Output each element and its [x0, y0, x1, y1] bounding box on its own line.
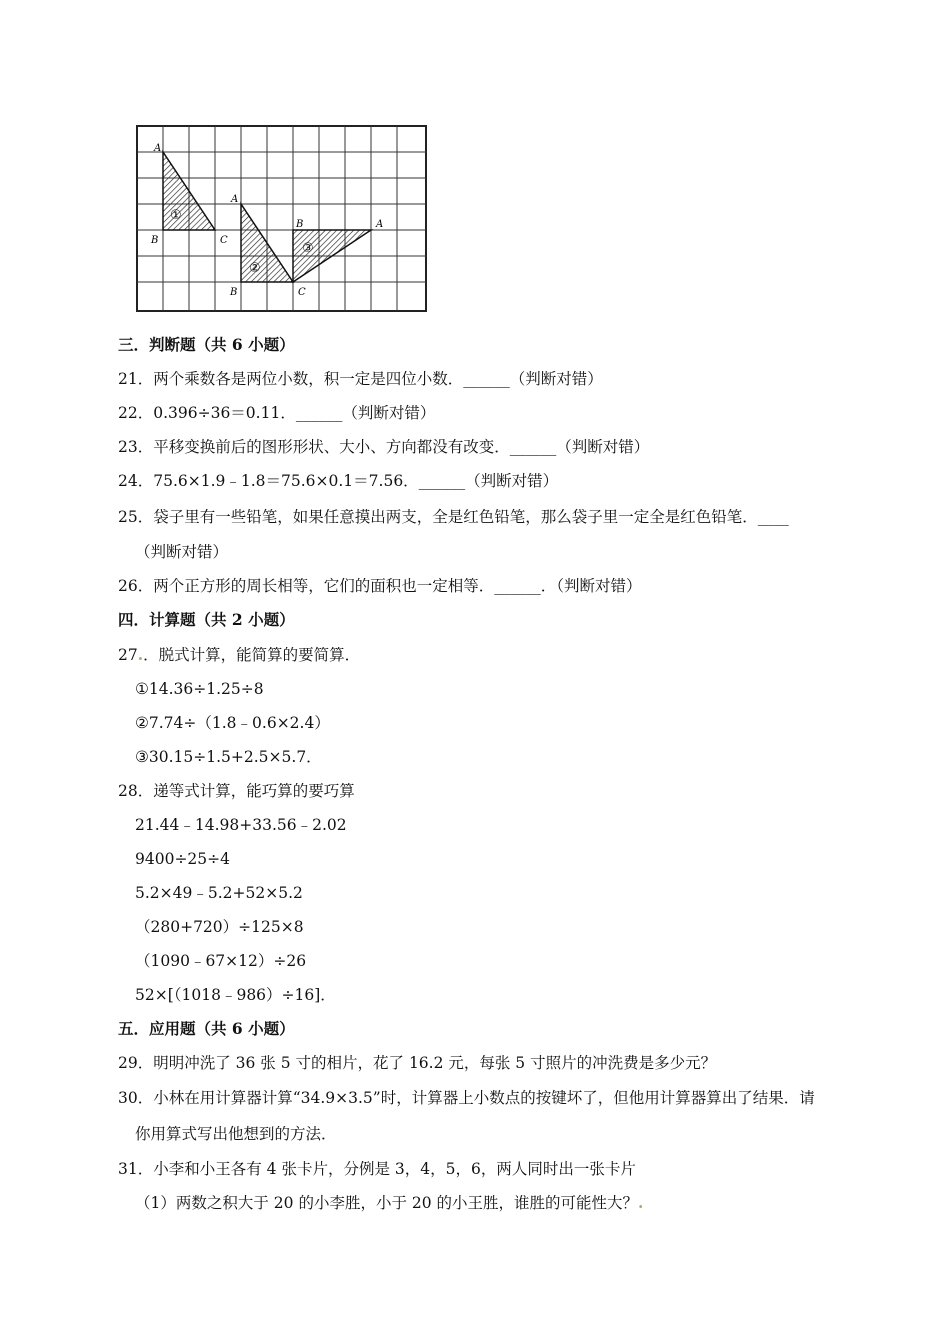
question-28-item-3: 5.2×49﹣5.2+52×5.2 — [135, 884, 303, 902]
question-27-dot: . — [137, 645, 144, 664]
question-27-text: ．脱式计算，能简算的要简算． — [143, 646, 361, 664]
question-30-line2: 你用算式写出他想到的方法． — [135, 1125, 337, 1143]
tri2-number: ② — [249, 261, 261, 276]
question-22: 22．0.396÷36＝0.11．______（判断对错） — [118, 404, 436, 422]
question-29: 29．明明冲洗了 36 张 5 寸的相片，花了 16.2 元，每张 5 寸照片的冲洗费是多少元？ — [118, 1054, 717, 1072]
question-27 — [118, 645, 360, 665]
question-31-item-1-text: （1）两数之积大于 20 的小李胜，小于 20 的小王胜，谁胜的可能性大？ — [135, 1194, 639, 1212]
question-27-item-3: ③30.15÷1.5+2.5×5.7． — [135, 748, 322, 766]
question-28-item-5: （1090﹣67×12）÷26 — [135, 952, 307, 970]
tri3-label-a: A — [376, 219, 384, 230]
tri3-number: ③ — [302, 241, 314, 256]
question-27-item-2: ②7.74÷（1.8﹣0.6×2.4） — [135, 714, 330, 732]
question-25-line2: （判断对错） — [135, 543, 229, 561]
section3-title: 三．判断题（共 6 小题） — [118, 335, 295, 354]
question-25-line1: 25．袋子里有一些铅笔，如果任意摸出两支，全是红色铅笔，那么袋子里一定全是红色铅笔．____ — [118, 508, 789, 526]
question-28-item-1: 21.44﹣14.98+33.56﹣2.02 — [135, 816, 347, 834]
tri2-label-b: B — [230, 287, 238, 298]
tri1-label-b: B — [151, 235, 159, 246]
translation-grid-figure — [136, 125, 427, 312]
tri1-label-a: A — [154, 143, 162, 154]
section4-title: 四．计算题（共 2 小题） — [118, 610, 295, 629]
tri1-number: ① — [170, 208, 182, 223]
tri1-label-c: C — [220, 235, 228, 246]
question-27-item-1: ①14.36÷1.25÷8 — [135, 680, 264, 698]
question-30-line1: 30．小林在用计算器计算“34.9×3.5”时，计算器上小数点的按键坏了，但他用计算器算出了结果．请 — [118, 1089, 815, 1107]
question-28-item-6: 52×[（1018﹣986）÷16]． — [135, 986, 336, 1004]
question-31-item-1-dot: . — [638, 1193, 644, 1212]
question-28-item-2: 9400÷25÷4 — [135, 850, 231, 868]
section5-title: 五．应用题（共 6 小题） — [118, 1019, 295, 1038]
tri3-label-b: B — [296, 219, 304, 230]
question-28-item-4: （280+720）÷125×8 — [135, 918, 304, 936]
tri2-label-a: A — [231, 194, 239, 205]
question-31-item-1 — [135, 1193, 643, 1213]
question-21: 21．两个乘数各是两位小数，积一定是四位小数．______（判断对错） — [118, 370, 603, 388]
question-31: 31．小李和小王各有 4 张卡片，分例是 3，4，5，6，两人同时出一张卡片 — [118, 1160, 636, 1178]
question-23: 23．平移变换前后的图形形状、大小、方向都没有改变．______（判断对错） — [118, 438, 650, 456]
tri2-label-c: C — [298, 287, 306, 298]
question-24: 24．75.6×1.9﹣1.8＝75.6×0.1＝7.56．______（判断对错） — [118, 472, 559, 490]
question-26: 26．两个正方形的周长相等，它们的面积也一定相等．______．（判断对错） — [118, 577, 642, 595]
question-28: 28．递等式计算，能巧算的要巧算 — [118, 782, 355, 800]
question-27-number: 27 — [118, 646, 138, 664]
